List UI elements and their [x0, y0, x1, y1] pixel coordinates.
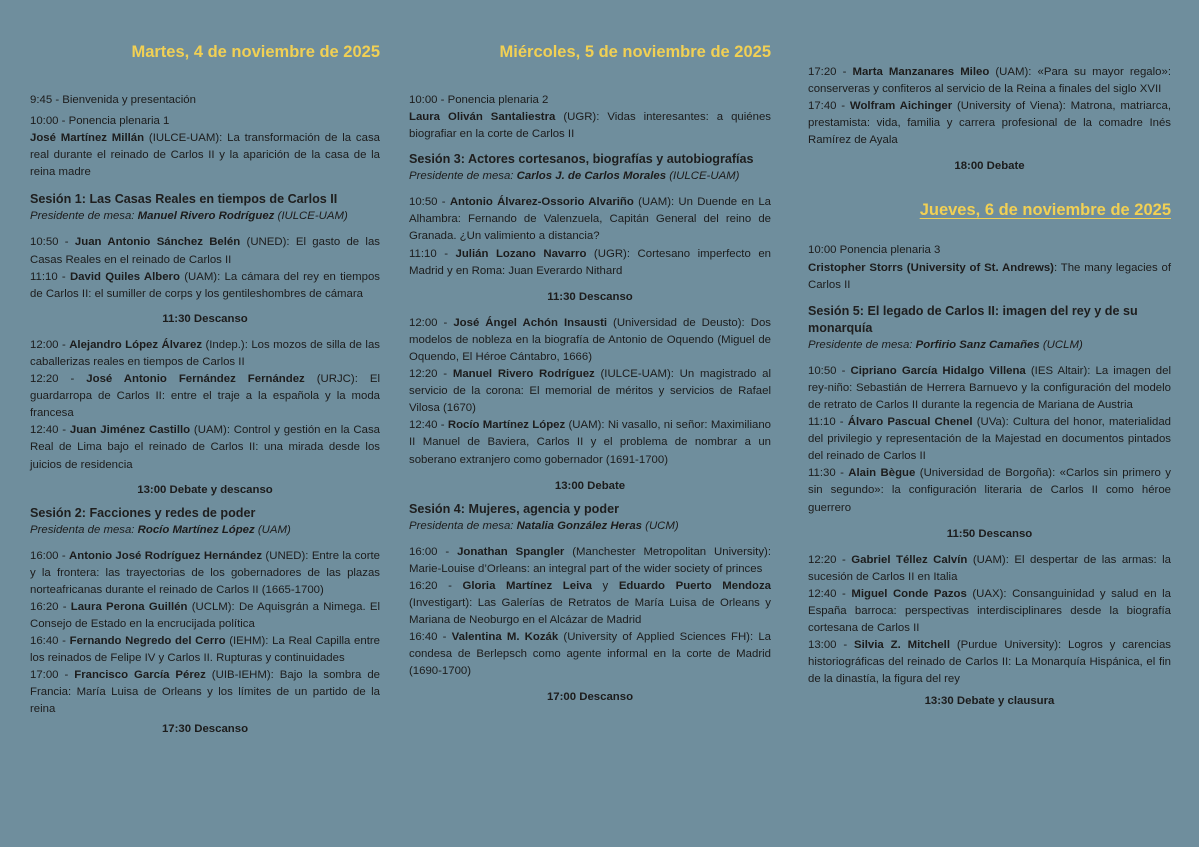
talk-text: (Indep.): Los mozos de silla de las caballerizas reales en tiempos de Carlos II [30, 338, 380, 368]
talk [30, 667, 380, 718]
speaker-name: José Antonio Fernández Fernández [86, 373, 305, 386]
session-title: Sesión 1: Las Casas Reales en tiempos de Carlos II [30, 192, 338, 207]
talk-time: 17:40 - [808, 100, 850, 113]
welcome-line: 9:45 - Bienvenida y presentación [30, 94, 196, 106]
speaker-name: Eduardo Puerto Mendoza [618, 579, 771, 592]
session-chair [409, 168, 771, 185]
talk [30, 371, 380, 422]
talk [808, 465, 1171, 516]
session-chair [30, 208, 380, 225]
talk [808, 363, 1171, 414]
talk [30, 599, 380, 633]
talk [409, 544, 771, 578]
talk-list [409, 544, 771, 681]
session-chair [30, 522, 380, 539]
chair-label: Presidenta de mesa: [30, 523, 138, 536]
talk-time: 12:00 - [30, 338, 70, 351]
talk-text: (IEHM): La Real Capilla entre los reinados de Felipe IV y Carlos II. Rupturas y continuidades [30, 635, 380, 665]
speaker-name: Valentina M. Kozák [451, 631, 559, 644]
talk-time: 16:00 - [30, 549, 70, 562]
talk [409, 417, 771, 468]
chair-label: Presidente de mesa: [30, 210, 138, 223]
talk [409, 578, 771, 629]
speaker-joiner: y [591, 579, 619, 592]
break-label: 17:00 Descanso [546, 691, 634, 704]
talk-time: 16:40 - [30, 635, 70, 648]
session-title: Sesión 2: Facciones y redes de poder [30, 505, 256, 520]
speaker-name: Juan Antonio Sánchez Belén [74, 236, 241, 249]
chair-institution: (IULCE-UAM) [274, 210, 348, 223]
talk-text: (UAM): Un Duende en La Alhambra: Fernando de Valenzuela, Capitán General del reino de Granada. ¿Un valimiento a distancia? [409, 196, 771, 243]
plenary-label: 10:00 Ponencia plenaria 3 [808, 244, 941, 257]
talk-text: (Manchester Metropolitan University): Marie-Louise d’Orleans: an integral part of the wider society of princes [409, 545, 771, 575]
talk-text: (UCLM): De Aquisgrán a Nimega. El Consejo de Estado en la encrucijada política [30, 600, 380, 630]
talk-time: 12:00 - [409, 316, 454, 329]
session-chair [409, 518, 771, 535]
talk-time: 12:20 - [409, 368, 453, 381]
talk [409, 246, 771, 280]
talk-text: (UGR): Cortesano imperfecto en Madrid y en Roma: Juan Everardo Nithard [409, 247, 771, 277]
session-title: Sesión 5: El legado de Carlos II: imagen del rey y de su monarquía [808, 303, 1138, 335]
talk-text: (IULCE-UAM): Un magistrado al servicio de la corona: El memorial de méritos y servicios de Rafael Vilosa (1670) [409, 368, 771, 415]
talk [409, 629, 771, 680]
speaker-name: Antonio José Rodríguez Hernández [69, 549, 263, 562]
talk [808, 98, 1171, 149]
talk-time: 16:00 - [409, 545, 458, 558]
talk-text: (Universidad de Borgoña): «Carlos sin primero y sin segundo»: la configuración literaria de Carlos II como héroe guerrero [808, 467, 1171, 514]
talk-list [808, 363, 1171, 517]
speaker-name: Cipriano García Hidalgo Villena [850, 364, 1026, 377]
speaker-name: Rocío Martínez López [447, 419, 566, 432]
talk-time: 16:20 - [30, 600, 71, 613]
talk-time: 12:40 - [30, 424, 70, 437]
speaker-name: Julián Lozano Navarro [455, 247, 587, 260]
talk-time: 11:30 - [808, 467, 849, 480]
talk [30, 548, 380, 599]
talk-text: (UAM): La cámara del rey en tiempos de Carlos II: el sumiller de corps y los gentileshombres de cámara [30, 270, 380, 300]
talk-text: (University of Applied Sciences FH): La condesa de Berlepsch como agente informal en la corte de Madrid (1690-1700) [409, 631, 771, 678]
speaker-name: José Martínez Millán [30, 132, 145, 145]
speaker-name: Alejandro López Álvarez [69, 338, 203, 351]
chair-label: Presidenta de mesa: [409, 519, 517, 532]
column-tuesday [30, 0, 380, 738]
talk-time: 17:20 - [808, 66, 853, 78]
column-thursday [808, 0, 1171, 710]
speaker-name: Miguel Conde Pazos [851, 587, 967, 600]
speaker-name: Gabriel Téllez Calvín [851, 553, 968, 566]
talk-text: (UAM): El despertar de las armas: la sucesión de Carlos II en Italia [808, 553, 1171, 583]
session-title: Sesión 4: Mujeres, agencia y poder [409, 501, 619, 516]
speaker-name: Gloria Martínez Leiva [462, 579, 592, 592]
talk-list [808, 64, 1171, 149]
chair-label: Presidente de mesa: [409, 170, 517, 183]
speaker-name: Alain Bègue [848, 467, 916, 480]
talk-time: 12:20 - [808, 553, 852, 566]
speaker-name: Jonathan Spangler [457, 545, 565, 558]
talk-text: (URJC): El guardarropa de Carlos II: entre el traje a la española y la moda francesa [30, 373, 380, 420]
speaker-name: Antonio Álvarez-Ossorio Alvariño [449, 196, 634, 209]
chair-name: Manuel Rivero Rodríguez [137, 210, 275, 223]
plenary-label: 10:00 - Ponencia plenaria 1 [30, 115, 170, 128]
talk-text: : The many legacies of Carlos II [808, 261, 1172, 291]
chair-name: Natalia González Heras [516, 519, 642, 532]
talk [808, 414, 1171, 465]
talk [30, 234, 380, 268]
speaker-name: Álvaro Pascual Chenel [847, 416, 973, 429]
talk-list [808, 552, 1171, 689]
talk-time: 12:40 - [409, 419, 448, 432]
talk-time: 10:50 - [409, 196, 450, 209]
break-label: 13:30 Debate y clausura [924, 695, 1055, 708]
talk-text: (University of Viena): Matrona, matriarca, prestamista: vida, familia y carrera profesional de la comadre Inés Ramírez de Ayala [808, 100, 1171, 147]
chair-institution: (UAM) [254, 523, 291, 536]
talk-text: (UAM): Control y gestión en la Casa Real de Lima bajo el reinado de Carlos II: una mirada desde los juicios de residencia [30, 424, 380, 471]
talk [409, 315, 771, 366]
plenary-talk [808, 260, 1171, 294]
column-wednesday [409, 0, 771, 706]
break-label: 13:00 Debate y descanso [137, 483, 273, 496]
talk-text: (UIB-IEHM): Bajo la sombra de Francia: María Luisa de Orleans y los límites de un partido de la reina [30, 669, 380, 716]
talk [808, 637, 1171, 688]
talk-time: 17:00 - [30, 669, 75, 682]
talk [808, 552, 1171, 586]
speaker-name: Laura Perona Guillén [70, 600, 188, 613]
talk-time: 16:20 - [409, 579, 463, 592]
talk-time: 10:50 - [30, 236, 75, 249]
talk-text: (UGR): Vidas interesantes: a quiénes biografiar en la corte de Carlos II [409, 111, 771, 141]
talk-list [409, 315, 771, 469]
talk-text: (UNED): El gasto de las Casas Reales en el reinado de Carlos II [30, 236, 380, 266]
speaker-name: Marta Manzanares Mileo [852, 66, 990, 78]
talk [808, 586, 1171, 637]
talk-list [30, 548, 380, 719]
talk [409, 194, 771, 245]
chair-name: Porfirio Sanz Camañes [915, 338, 1040, 351]
talk [409, 366, 771, 417]
talk-time: 10:50 - [808, 364, 851, 377]
talk-text: (Investigart): Las Galerías de Retratos de María Luisa de Orleans y Mariana de Neoburgo en el Alcázar de Madrid [409, 596, 771, 626]
talk-time: 12:40 - [808, 587, 852, 600]
talk-list [30, 234, 380, 302]
break-label: 18:00 Debate [954, 160, 1025, 173]
talk-text: (UAM): Ni vasallo, ni señor: Maximiliano II Manuel de Baviera, Carlos II y el problema de nombrar a un soberano extranjero como gobernador (1691-1700) [409, 419, 772, 466]
break-label: 11:30 Descanso [162, 312, 248, 325]
speaker-name: Juan Jiménez Castillo [69, 424, 191, 437]
speaker-name: Silvia Z. Mitchell [854, 639, 950, 652]
talk-time: 16:40 - [409, 631, 452, 644]
speaker-name: Fernando Negredo del Cerro [69, 635, 226, 648]
talk-time: 11:10 - [30, 270, 70, 283]
session-chair [808, 337, 1171, 354]
chair-name: Carlos J. de Carlos Morales [516, 170, 667, 183]
break-label: 17:30 Descanso [161, 722, 249, 735]
session-title: Sesión 3: Actores cortesanos, biografías y autobiografías [409, 152, 754, 167]
speaker-name: David Quiles Albero [69, 270, 180, 283]
day-title-thursday: Jueves, 6 de noviembre de 2025 [919, 201, 1171, 220]
break-label: 11:50 Descanso [946, 527, 1033, 540]
talk-time: 12:20 - [30, 373, 87, 386]
speaker-name: Wolfram Aichinger [849, 100, 953, 113]
speaker-name: Cristopher Storrs (University of St. Andrews) [808, 261, 1054, 274]
plenary-talk [30, 130, 380, 181]
break-label: 11:30 Descanso [547, 290, 633, 303]
break-label: 13:00 Debate [554, 479, 626, 492]
speaker-name: Manuel Rivero Rodríguez [452, 368, 595, 381]
talk-text: (UAM): «Para su mayor regalo»: conserveras y confiteros al servicio de la Reina a finales del siglo XVII [808, 66, 1171, 96]
talk-text: (Universidad de Deusto): Dos modelos de nobleza en la biografía de Antonio de Oquendo (Miguel de Oquendo, El Héroe Cántabro, 1666) [409, 316, 771, 363]
talk-text: (IULCE-UAM): La transformación de la casa real durante el reinado de Carlos II y la aparición de la casa de la reina madre [30, 132, 380, 179]
chair-institution: (IULCE-UAM) [666, 170, 740, 183]
talk-list [30, 337, 380, 474]
talk-text: (UNED): Entre la corte y la frontera: las trayectorias de los gobernadores de las plazas norteafricanas durante el reinado de Carlos II (1665-1700) [30, 549, 380, 596]
speaker-name: José Ángel Achón Insausti [453, 316, 608, 329]
talk-time: 13:00 - [808, 639, 854, 652]
chair-label: Presidente de mesa: [808, 338, 916, 351]
talk-text: (Purdue University): Logros y carencias historiográficas del reinado de Carlos II: La Monarquía Hispánica, el fin de la dinastía, la figura del rey [808, 639, 1171, 686]
talk [30, 633, 380, 667]
talk-time: 11:10 - [808, 416, 848, 429]
talk-text: (UAX): Consanguinidad y salud en la España barroca: perspectivas interdisciplinares desde la biografía cortesana de Carlos II [808, 587, 1171, 634]
talk-list [409, 194, 771, 279]
talk [30, 422, 380, 473]
talk [30, 269, 380, 303]
chair-institution: (UCM) [642, 519, 679, 532]
plenary-label: 10:00 - Ponencia plenaria 2 [409, 94, 549, 106]
chair-name: Rocío Martínez López [137, 523, 255, 536]
day-title-wednesday: Miércoles, 5 de noviembre de 2025 [499, 43, 771, 61]
talk-time: 11:10 - [409, 247, 456, 260]
speaker-name: Francisco García Pérez [74, 669, 206, 682]
speaker-name: Laura Oliván Santaliestra [409, 111, 556, 124]
talk-text: (IES Altair): La imagen del rey-niño: Sebastián de Herrera Barnuevo y la configuración del modelo de retrato de Carlos II durante la regencia de Mariana de Austria [808, 364, 1171, 411]
day-title-tuesday: Martes, 4 de noviembre de 2025 [131, 43, 380, 61]
talk [808, 64, 1171, 98]
plenary-talk [409, 109, 771, 143]
chair-institution: (UCLM) [1039, 338, 1083, 351]
talk [30, 337, 380, 371]
talk-text: (UVa): Cultura del honor, materialidad del privilegio y representación de la Majestad en documentos pintados del reinado de Carlos II [808, 416, 1171, 463]
